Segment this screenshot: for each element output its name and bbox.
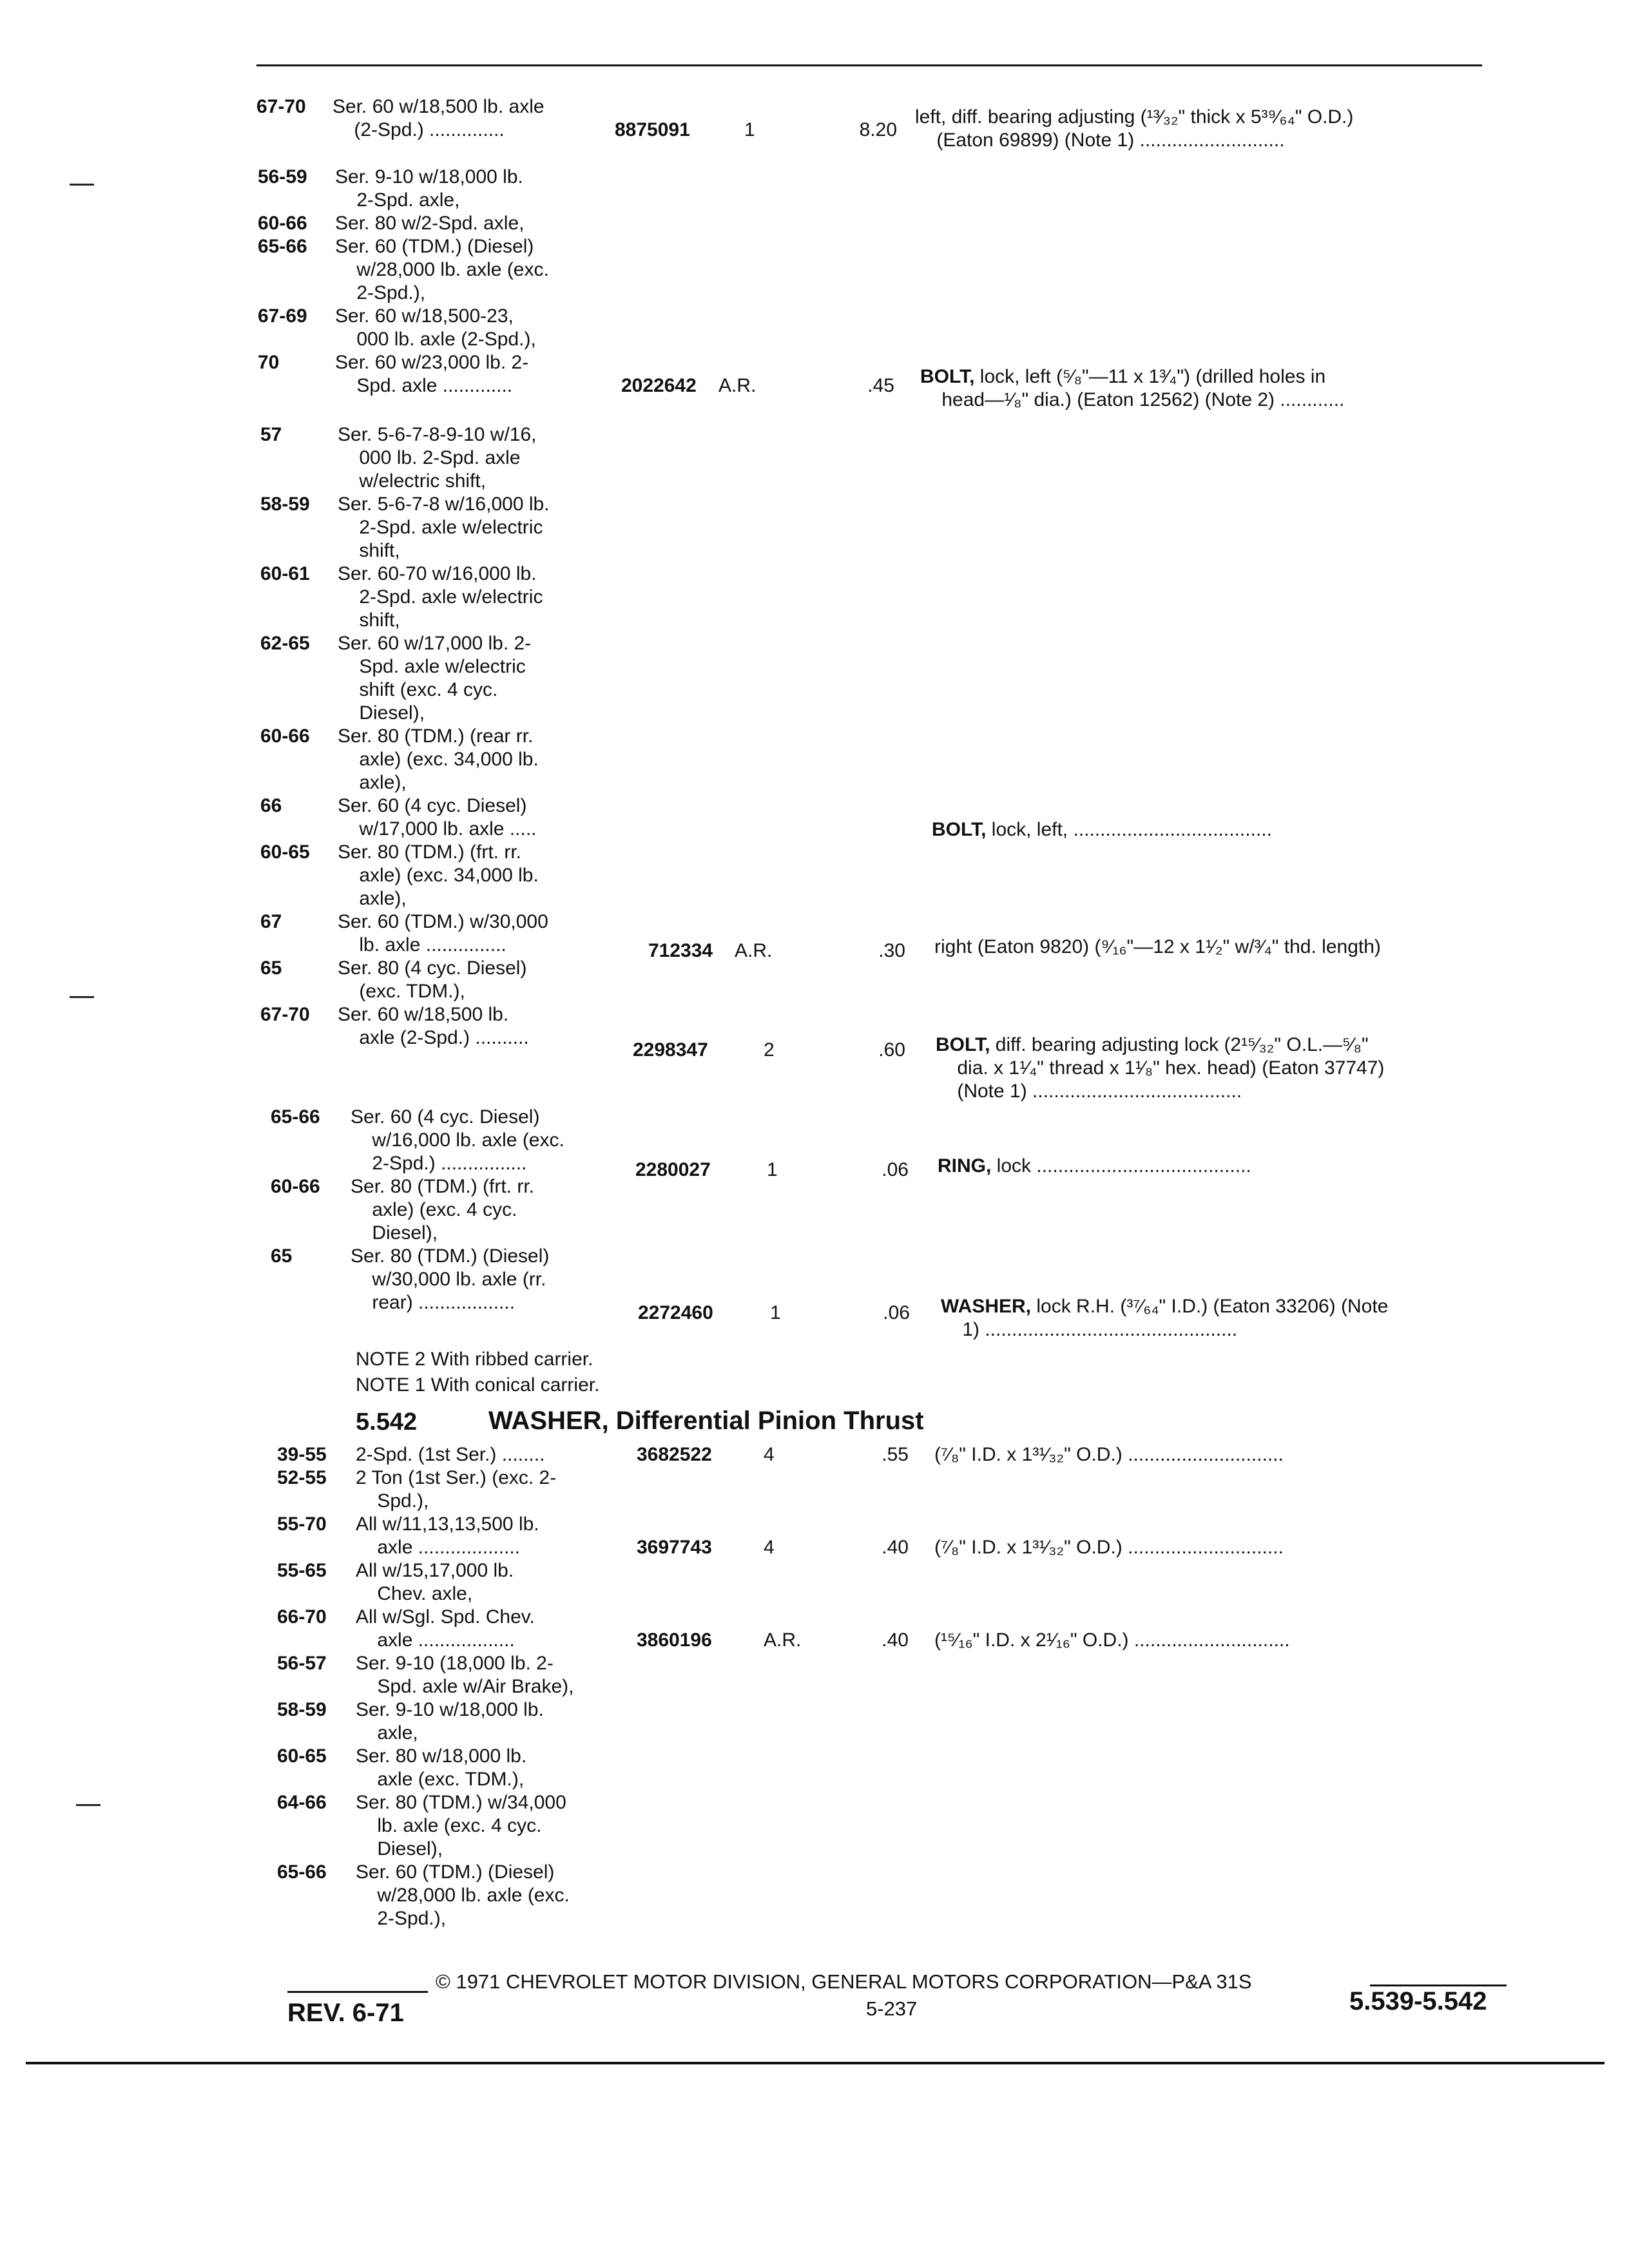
price: .06 [883,1302,910,1323]
section-number: 5.542 [356,1408,418,1436]
quantity: 1 [767,1159,778,1180]
applicability: Ser. 5-6-7-8-9-10 w/16, 000 lb. 2-Spd. axle w/electric shift, Ser. 5-6-7-8 w/16,000 lb. 2-Spd. axle w/electric shift, Ser. 60-70 w/16,000 lb. 2-Spd. axle w/electric shift, Ser. 60 w/17,000 lb. 2- Spd. axle w/electric shift (exc. 4 cyc. Diesel), Ser. 80 (TDM.) (rear rr. axle) (exc. 34,000 lb. axle), Ser. 60 (4 cyc. Diesel) w/17,000 lb. axle ..... Ser. 80 (TDM.) (frt. rr. axle) (exc. 34,000 lb. axle), Ser. 60 (TDM.) w/30,000 lb. axle ............... Ser. 80 (4 cyc. Diesel) (exc. TDM.), Ser. 60 w/18,500 lb. axle (2-Spd.) .......... [338,424,550,1048]
model-years: 66-70 [277,1606,327,1628]
model-years: 57 [260,424,282,445]
model-years: 67-69 [258,305,307,327]
quantity: A.R. [718,375,757,396]
part-description: (⁷⁄₈" I.D. x 1³¹⁄₃₂" O.D.) ............................. [934,1537,1284,1558]
model-years: 70 [258,352,280,373]
model-years: 62-65 [260,633,310,654]
quantity: 1 [770,1302,781,1323]
model-years: 66 [260,795,282,816]
price: 8.20 [859,119,897,140]
model-years: 65-66 [258,236,307,257]
part-number: 2022642 [621,375,697,396]
model-years: 56-57 [277,1653,327,1674]
bottom-rule [26,2062,1605,2064]
part-description: (⁷⁄₈" I.D. x 1³¹⁄₃₂" O.D.) ............................. [934,1444,1284,1465]
part-number: 2272460 [638,1302,713,1323]
part-description: BOLT, lock, left (⁵⁄₈"—11 x 1³⁄₄") (drilled holes in head—¹⁄₈" dia.) (Eaton 12562) (Note 2) ............ [920,366,1345,410]
quantity: 2 [764,1039,775,1061]
price: .60 [878,1039,905,1061]
model-years: 60-66 [260,726,310,747]
margin-mark [70,996,94,998]
model-years: 67-70 [256,96,306,117]
part-number: 712334 [648,940,713,961]
part-number: 3860196 [637,1629,712,1651]
applicability: All w/15,17,000 lb. Chev. axle, All w/Sgl. Spd. Chev. axle .................. [356,1560,535,1651]
model-years: 52-55 [277,1467,327,1488]
applicability: 2-Spd. (1st Ser.) ........ 2 Ton (1st Ser.) (exc. 2- Spd.), [356,1444,557,1512]
part-number: 3682522 [637,1444,712,1465]
footer-page-number: 5-237 [866,1997,918,2020]
quantity: A.R. [735,940,773,961]
note-1: NOTE 1 With conical carrier. [356,1374,600,1396]
model-years: 58-59 [260,494,310,515]
model-years: 60-65 [260,841,310,863]
model-years: 55-65 [277,1560,327,1581]
model-years: 67 [260,911,282,932]
price: .45 [867,375,894,396]
top-rule [256,64,1482,66]
price: .06 [882,1159,909,1180]
price: .40 [882,1537,909,1558]
part-description: right (Eaton 9820) (⁹⁄₁₆"—12 x 1¹⁄₂" w/³⁄₄" thd. length) [934,936,1381,957]
footer-copyright: © 1971 CHEVROLET MOTOR DIVISION, GENERAL MOTORS CORPORATION—P&A 31S [436,1970,1252,1993]
part-number: 2280027 [635,1159,711,1180]
model-years: 55-70 [277,1514,327,1535]
model-years: 65 [260,957,282,979]
model-years: 60-61 [260,563,310,584]
applicability: All w/11,13,13,500 lb. axle ................... [356,1514,539,1558]
applicability: Ser. 60 w/18,500 lb. axle (2-Spd.) .............. [333,96,545,140]
model-years: 67-70 [260,1004,310,1025]
quantity: 4 [764,1444,775,1465]
bolt-lock-left: BOLT, lock, left, ..................................... [932,819,1272,840]
part-description: (¹⁵⁄₁₆" I.D. x 2¹⁄₁₆" O.D.) ............................. [934,1629,1290,1651]
model-years: 60-65 [277,1745,327,1767]
footer-section-range: 5.539-5.542 [1349,1987,1487,2015]
margin-mark [76,1804,101,1806]
price: .40 [882,1629,909,1651]
part-description: left, diff. bearing adjusting (¹³⁄₃₂" thick x 5³⁹⁄₆₄" O.D.) (Eaton 69899) (Note 1) ........................... [915,106,1354,151]
price: .30 [878,940,905,961]
model-years: 65-66 [271,1106,320,1128]
part-number: 3697743 [637,1537,712,1558]
model-years: 60-66 [258,213,307,234]
part-description: BOLT, diff. bearing adjusting lock (2¹⁵⁄₃₂" O.L.—⁵⁄₈" dia. x 1¹⁄₄" thread x 1¹⁄₈" hex. head) (Eaton 37747) (Note 1) ....................................... [936,1034,1385,1102]
note-2: NOTE 2 With ribbed carrier. [356,1349,593,1370]
part-description: WASHER, lock R.H. (³⁷⁄₆₄" I.D.) (Eaton 33206) (Note 1) ............................................... [941,1296,1389,1340]
footer-left-rule [287,1991,428,1993]
model-years: 56-59 [258,166,307,187]
applicability: Ser. 60 (4 cyc. Diesel) w/16,000 lb. axle (exc. 2-Spd.) ................ Ser. 80 (TDM.) (frt. rr. axle) (exc. 4 cyc. Diesel), Ser. 80 (TDM.) (Diesel) w/30,000 lb. axle (rr. rear) .................. [351,1106,564,1313]
applicability: Ser. 9-10 w/18,000 lb. 2-Spd. axle, Ser. 80 w/2-Spd. axle, Ser. 60 (TDM.) (Diesel) w/28,000 lb. axle (exc. 2-Spd.), Ser. 60 w/18,500-23, 000 lb. axle (2-Spd.), Ser. 60 w/23,000 lb. 2- Spd. axle ............. [335,166,549,396]
footer-revision: REV. 6-71 [287,1999,404,2027]
model-years: 65 [271,1245,293,1267]
price: .55 [882,1444,909,1465]
applicability: Ser. 9-10 (18,000 lb. 2- Spd. axle w/Air Brake), Ser. 9-10 w/18,000 lb. axle, Ser. 80 w/18,000 lb. axle (exc. TDM.), Ser. 80 (TDM.) w/34,000 lb. axle (exc. 4 cyc. Diesel), Ser. 60 (TDM.) (Diesel) w/28,000 lb. axle (exc. 2-Spd.), [356,1653,574,1929]
model-years: 60-66 [271,1176,320,1197]
quantity: 1 [744,119,755,140]
model-years: 39-55 [277,1444,327,1465]
footer-right-rule [1370,1984,1507,1986]
quantity: 4 [764,1537,775,1558]
model-years: 58-59 [277,1699,327,1720]
margin-mark [70,184,94,186]
model-years: 65-66 [277,1861,327,1883]
quantity: A.R. [764,1629,802,1651]
model-years: 64-66 [277,1792,327,1813]
part-description: RING, lock ........................................ [938,1155,1251,1177]
part-number: 2298347 [633,1039,708,1061]
section-title: WASHER, Differential Pinion Thrust [488,1407,924,1435]
part-number: 8875091 [615,119,690,140]
